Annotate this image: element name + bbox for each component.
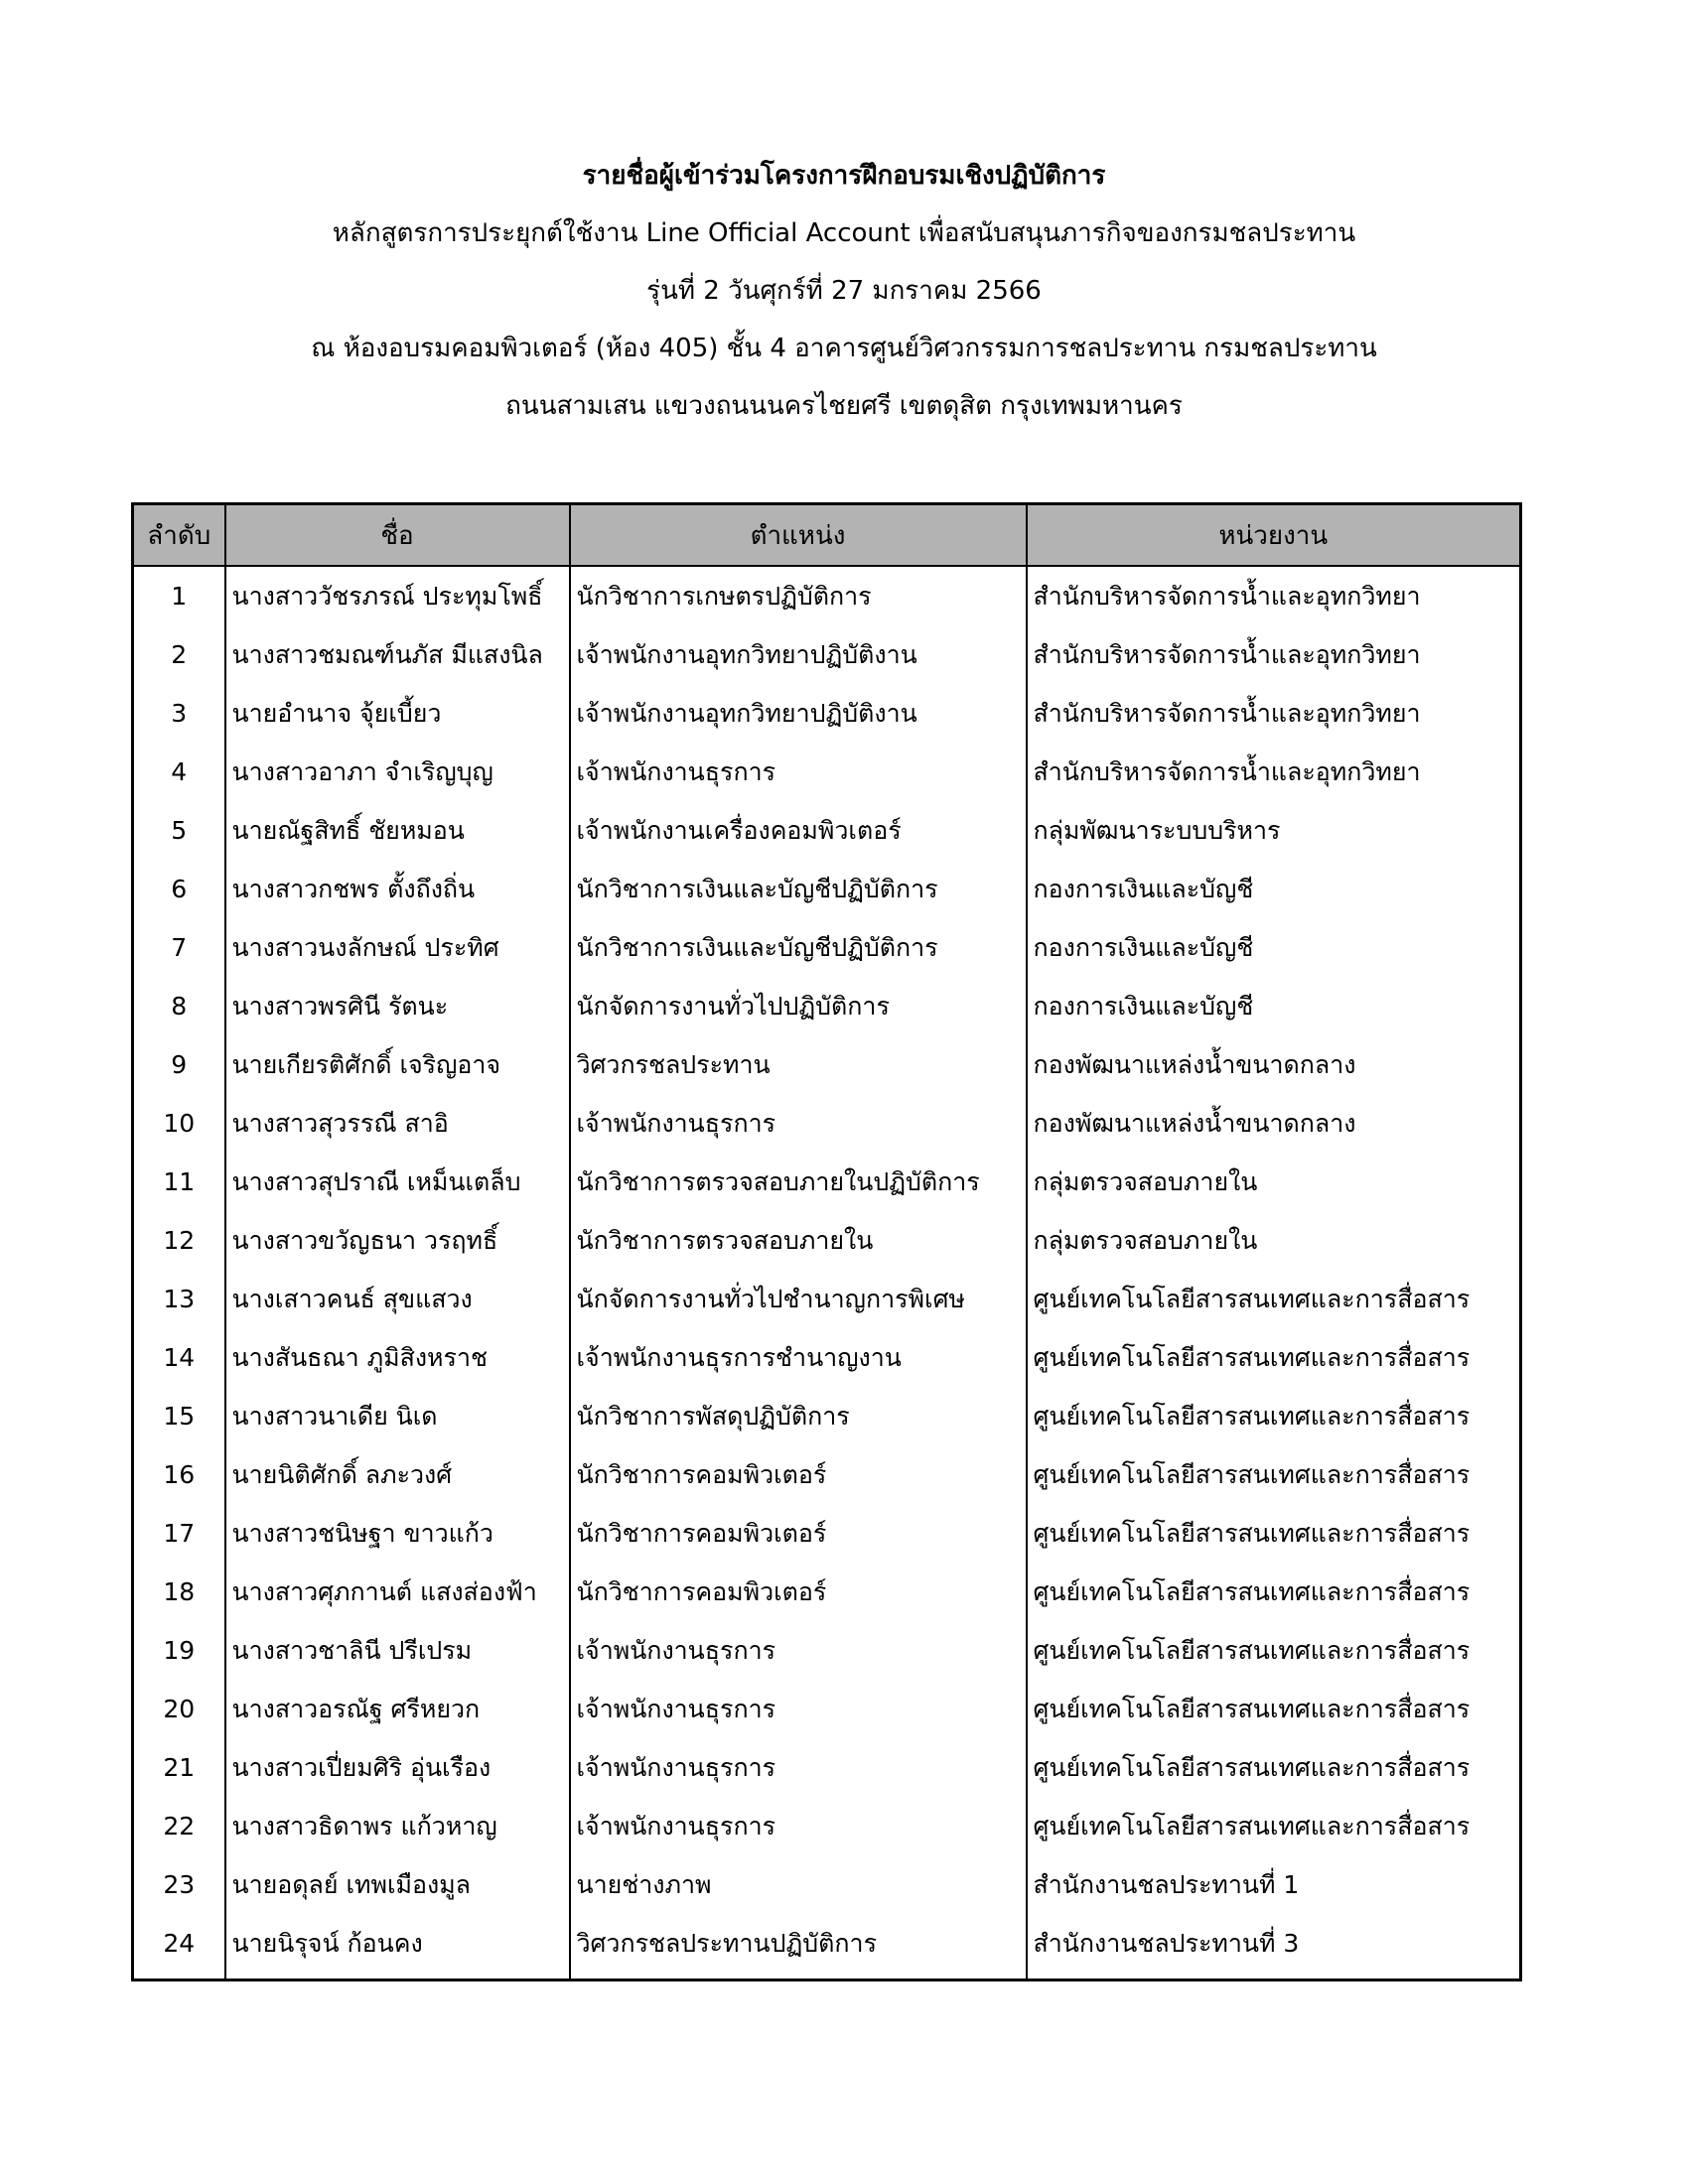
row-number: 1: [133, 566, 225, 625]
participant-name: นางสาวศุภกานต์ แสงส่องฟ้า: [225, 1563, 570, 1621]
participant-position: นักวิชาการคอมพิวเตอร์: [570, 1504, 1027, 1563]
table-row: [133, 1387, 1521, 1445]
row-number: 9: [133, 1035, 225, 1094]
participant-unit: สำนักงานชลประทานที่ 1: [1027, 1855, 1521, 1914]
participant-name: นางสาวอรณัฐ ศรีหยวก: [225, 1680, 570, 1738]
column-header-name: ชื่อ: [225, 504, 570, 567]
venue: ณ ห้องอบรมคอมพิวเตอร์ (ห้อง 405) ชั้น 4 อาคารศูนย์วิศวกรรมการชลประทาน กรมชลประทาน: [311, 334, 1377, 363]
participant-name: นายอดุลย์ เทพเมืองมูล: [225, 1855, 570, 1914]
participant-position: นักวิชาการเงินและบัญชีปฏิบัติการ: [570, 860, 1027, 918]
participant-unit: สำนักบริหารจัดการน้ำและอุทกวิทยา: [1027, 684, 1521, 743]
participant-unit: สำนักบริหารจัดการน้ำและอุทกวิทยา: [1027, 625, 1521, 684]
participant-position: วิศวกรชลประทาน: [570, 1035, 1027, 1094]
row-number: 4: [133, 743, 225, 801]
table-row: [133, 1797, 1521, 1855]
participant-position: วิศวกรชลประทานปฏิบัติการ: [570, 1914, 1027, 1980]
participant-position: เจ้าพนักงานธุรการ: [570, 1797, 1027, 1855]
row-number: 5: [133, 801, 225, 860]
participant-position: เจ้าพนักงานธุรการ: [570, 1621, 1027, 1680]
row-number: 2: [133, 625, 225, 684]
row-number: 6: [133, 860, 225, 918]
table-row: [133, 1855, 1521, 1914]
row-number: 8: [133, 977, 225, 1035]
participant-unit: ศูนย์เทคโนโลยีสารสนเทศและการสื่อสาร: [1027, 1797, 1521, 1855]
row-number: 19: [133, 1621, 225, 1680]
participant-name: นางสาวสุวรรณี สาอิ: [225, 1094, 570, 1153]
participant-name: นางสาวชมณฑ์นภัส มีแสงนิล: [225, 625, 570, 684]
document-title: รายชื่อผู้เข้าร่วมโครงการฝึกอบรมเชิงปฏิบัติการ: [582, 161, 1106, 191]
participant-position: เจ้าพนักงานธุรการ: [570, 1094, 1027, 1153]
participant-position: นักวิชาการเกษตรปฏิบัติการ: [570, 566, 1027, 625]
session-date: รุ่นที่ 2 วันศุกร์ที่ 27 มกราคม 2566: [646, 276, 1042, 306]
participant-position: เจ้าพนักงานธุรการ: [570, 743, 1027, 801]
participant-unit: กองพัฒนาแหล่งน้ำขนาดกลาง: [1027, 1094, 1521, 1153]
participant-unit: ศูนย์เทคโนโลยีสารสนเทศและการสื่อสาร: [1027, 1563, 1521, 1621]
table-row: [133, 1035, 1521, 1094]
row-number: 20: [133, 1680, 225, 1738]
participant-position: เจ้าพนักงานธุรการ: [570, 1738, 1027, 1797]
participant-name: นางสาววัชรภรณ์ ประทุมโพธิ์: [225, 566, 570, 625]
participant-unit: กองการเงินและบัญชี: [1027, 918, 1521, 977]
participant-position: เจ้าพนักงานอุทกวิทยาปฏิบัติงาน: [570, 625, 1027, 684]
participant-name: นายณัฐสิทธิ์ ชัยหมอน: [225, 801, 570, 860]
participant-position: นักวิชาการตรวจสอบภายในปฏิบัติการ: [570, 1153, 1027, 1211]
table-row: [133, 684, 1521, 743]
participant-unit: ศูนย์เทคโนโลยีสารสนเทศและการสื่อสาร: [1027, 1270, 1521, 1328]
row-number: 15: [133, 1387, 225, 1445]
table-header-row: [133, 504, 1521, 567]
participant-position: เจ้าพนักงานเครื่องคอมพิวเตอร์: [570, 801, 1027, 860]
column-header-position: ตำแหน่ง: [570, 504, 1027, 567]
table-row: [133, 1328, 1521, 1387]
row-number: 7: [133, 918, 225, 977]
participant-name: นางสาวธิดาพร แก้วหาญ: [225, 1797, 570, 1855]
participant-name: นางสาวพรศินี รัตนะ: [225, 977, 570, 1035]
participant-unit: สำนักงานชลประทานที่ 3: [1027, 1914, 1521, 1980]
participant-unit: กองการเงินและบัญชี: [1027, 977, 1521, 1035]
participant-unit: ศูนย์เทคโนโลยีสารสนเทศและการสื่อสาร: [1027, 1387, 1521, 1445]
table-row: [133, 1270, 1521, 1328]
row-number: 12: [133, 1211, 225, 1270]
table-row: [133, 977, 1521, 1035]
participant-unit: สำนักบริหารจัดการน้ำและอุทกวิทยา: [1027, 743, 1521, 801]
participant-position: นักวิชาการพัสดุปฏิบัติการ: [570, 1387, 1027, 1445]
participant-name: นายนิติศักดิ์ ลภะวงศ์: [225, 1445, 570, 1504]
table-row: [133, 1153, 1521, 1211]
table-row: [133, 1680, 1521, 1738]
participant-name: นางสาวชนิษฐา ขาวแก้ว: [225, 1504, 570, 1563]
table-body: [133, 566, 1521, 1980]
participant-unit: ศูนย์เทคโนโลยีสารสนเทศและการสื่อสาร: [1027, 1621, 1521, 1680]
participant-name: นางสาวสุปราณี เหม็นเตล็บ: [225, 1153, 570, 1211]
participant-position: นักวิชาการคอมพิวเตอร์: [570, 1445, 1027, 1504]
participant-unit: ศูนย์เทคโนโลยีสารสนเทศและการสื่อสาร: [1027, 1445, 1521, 1504]
participant-name: นางสาวอาภา จำเริญบุญ: [225, 743, 570, 801]
row-number: 14: [133, 1328, 225, 1387]
table-row: [133, 1211, 1521, 1270]
participant-name: นางสาวขวัญธนา วรฤทธิ์: [225, 1211, 570, 1270]
row-number: 18: [133, 1563, 225, 1621]
course-name: หลักสูตรการประยุกต์ใช้งาน Line Official Account เพื่อสนับสนุนภารกิจของกรมชลประทาน: [332, 218, 1356, 248]
participant-position: นักวิชาการเงินและบัญชีปฏิบัติการ: [570, 918, 1027, 977]
participant-position: เจ้าพนักงานธุรการ: [570, 1680, 1027, 1738]
row-number: 16: [133, 1445, 225, 1504]
participant-unit: กองการเงินและบัญชี: [1027, 860, 1521, 918]
table-row: [133, 566, 1521, 625]
participant-name: นางสาวกชพร ตั้งถึงถิ่น: [225, 860, 570, 918]
table-row: [133, 743, 1521, 801]
table-row: [133, 1094, 1521, 1153]
participant-position: นักวิชาการคอมพิวเตอร์: [570, 1563, 1027, 1621]
table-row: [133, 1914, 1521, 1980]
table-row: [133, 1445, 1521, 1504]
table-row: [133, 625, 1521, 684]
document-header: [0, 147, 1688, 435]
participant-name: นายนิรุจน์ ก้อนคง: [225, 1914, 570, 1980]
row-number: 23: [133, 1855, 225, 1914]
participant-unit: กลุ่มพัฒนาระบบบริหาร: [1027, 801, 1521, 860]
address: ถนนสามเสน แขวงถนนนครไชยศรี เขตดุสิต กรุงเทพมหานคร: [505, 391, 1183, 421]
participant-table: [131, 502, 1522, 1981]
participant-name: นายอำนาจ จุ้ยเบี้ยว: [225, 684, 570, 743]
column-header-no: ลำดับ: [133, 504, 225, 567]
table-row: [133, 860, 1521, 918]
row-number: 24: [133, 1914, 225, 1980]
participant-name: นางสาวเปี่ยมศิริ อุ่นเรือง: [225, 1738, 570, 1797]
participant-name: นางสันธณา ภูมิสิงหราช: [225, 1328, 570, 1387]
participant-unit: กลุ่มตรวจสอบภายใน: [1027, 1211, 1521, 1270]
participant-position: นักจัดการงานทั่วไปปฏิบัติการ: [570, 977, 1027, 1035]
row-number: 3: [133, 684, 225, 743]
participant-position: เจ้าพนักงานอุทกวิทยาปฏิบัติงาน: [570, 684, 1027, 743]
table-row: [133, 1621, 1521, 1680]
table-row: [133, 918, 1521, 977]
participant-position: นักวิชาการตรวจสอบภายใน: [570, 1211, 1027, 1270]
table-row: [133, 1504, 1521, 1563]
participant-position: เจ้าพนักงานธุรการชำนาญงาน: [570, 1328, 1027, 1387]
participant-name: นางสาวนาเดีย นิเด: [225, 1387, 570, 1445]
table-row: [133, 1563, 1521, 1621]
row-number: 13: [133, 1270, 225, 1328]
table-row: [133, 801, 1521, 860]
row-number: 17: [133, 1504, 225, 1563]
participant-name: นางเสาวคนธ์ สุขแสวง: [225, 1270, 570, 1328]
column-header-unit: หน่วยงาน: [1027, 504, 1521, 567]
participant-unit: ศูนย์เทคโนโลยีสารสนเทศและการสื่อสาร: [1027, 1328, 1521, 1387]
row-number: 22: [133, 1797, 225, 1855]
row-number: 21: [133, 1738, 225, 1797]
participant-unit: ศูนย์เทคโนโลยีสารสนเทศและการสื่อสาร: [1027, 1738, 1521, 1797]
participant-name: นางสาวนงลักษณ์ ประทิศ: [225, 918, 570, 977]
participant-unit: กองพัฒนาแหล่งน้ำขนาดกลาง: [1027, 1035, 1521, 1094]
participant-position: นายช่างภาพ: [570, 1855, 1027, 1914]
row-number: 10: [133, 1094, 225, 1153]
participant-unit: สำนักบริหารจัดการน้ำและอุทกวิทยา: [1027, 566, 1521, 625]
row-number: 11: [133, 1153, 225, 1211]
table-row: [133, 1738, 1521, 1797]
participant-unit: ศูนย์เทคโนโลยีสารสนเทศและการสื่อสาร: [1027, 1680, 1521, 1738]
participant-position: นักจัดการงานทั่วไปชำนาญการพิเศษ: [570, 1270, 1027, 1328]
participant-unit: ศูนย์เทคโนโลยีสารสนเทศและการสื่อสาร: [1027, 1504, 1521, 1563]
participant-unit: กลุ่มตรวจสอบภายใน: [1027, 1153, 1521, 1211]
participant-name: นายเกียรติศักดิ์ เจริญอาจ: [225, 1035, 570, 1094]
participant-name: นางสาวชาลินี ปรีเปรม: [225, 1621, 570, 1680]
